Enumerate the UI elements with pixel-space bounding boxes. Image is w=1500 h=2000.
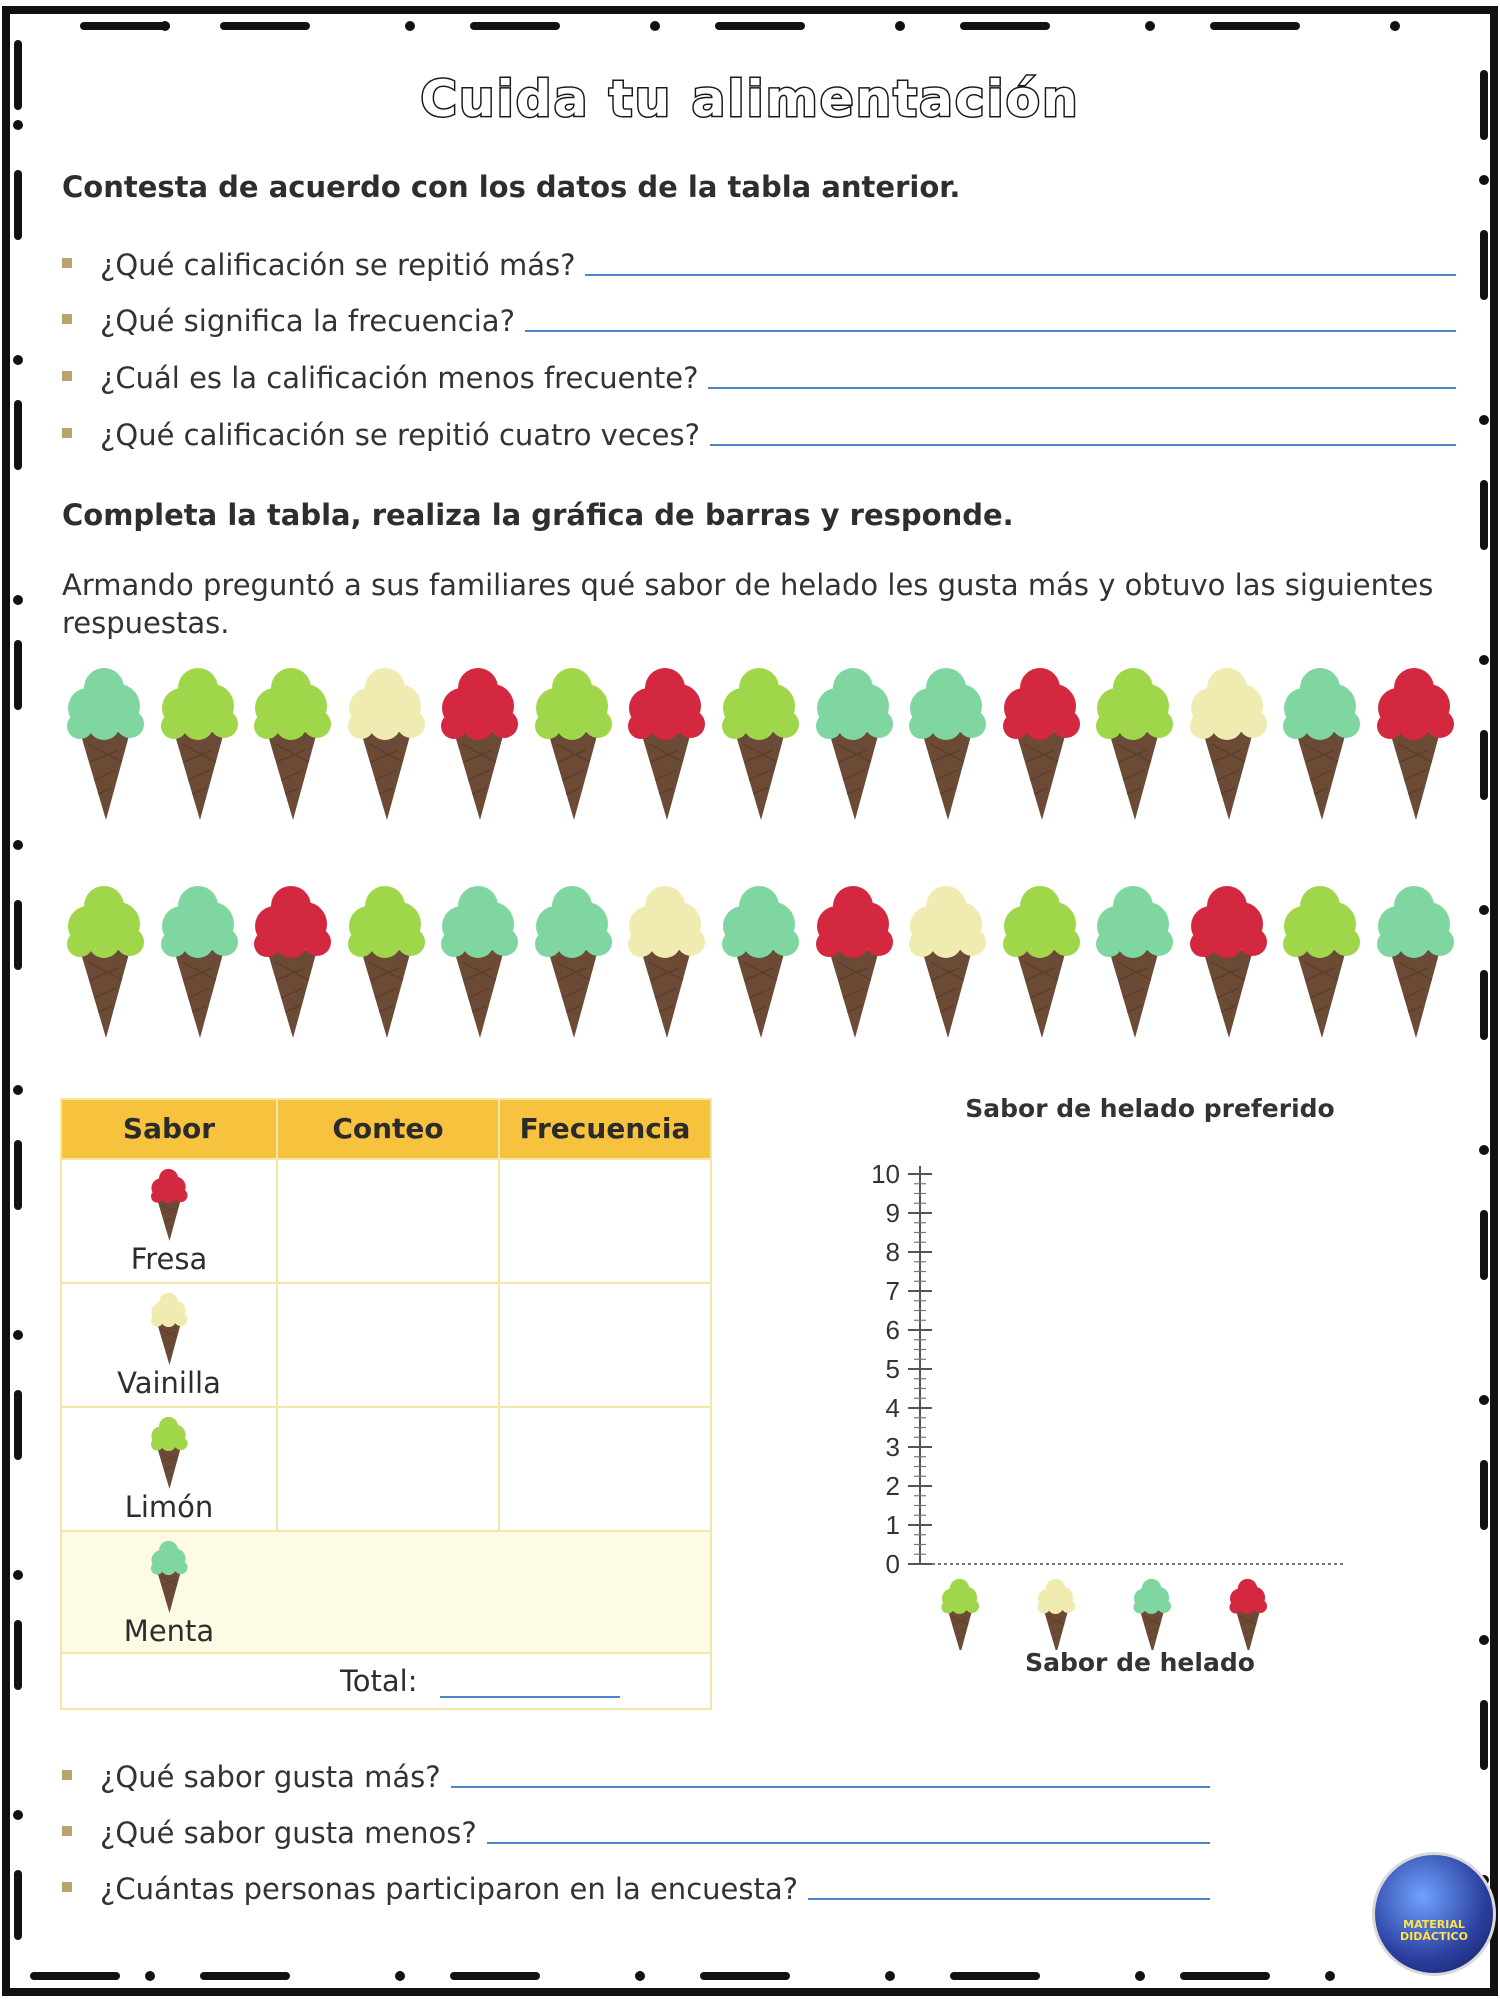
bottom-question-2 — [62, 1806, 1210, 1850]
question-text: ¿Qué sabor gusta menos? — [100, 1816, 477, 1850]
table-row — [62, 1530, 710, 1654]
bottom-question-1 — [62, 1750, 1210, 1794]
mint-category-icon — [1133, 1579, 1171, 1650]
flavor-name: Vainilla — [117, 1366, 221, 1400]
header-frecuencia: Frecuencia — [519, 1112, 691, 1145]
y-tick-label: 5 — [885, 1354, 900, 1384]
frecuencia-cell[interactable] — [500, 1532, 708, 1652]
answer-line[interactable] — [525, 330, 1456, 332]
bullet-icon — [62, 371, 72, 381]
y-tick-label: 7 — [885, 1276, 900, 1306]
lemon-ice-cream-icon — [247, 662, 337, 822]
table-row — [62, 1282, 710, 1406]
logo-text — [1375, 1919, 1493, 1943]
flavor-name: Menta — [123, 1614, 215, 1648]
vanilla-cone-icon — [139, 1290, 199, 1366]
question-text: ¿Qué significa la frecuencia? — [100, 304, 515, 338]
question-text: ¿Cuántas personas participaron en la encuesta? — [100, 1872, 798, 1906]
vanilla-ice-cream-icon — [902, 880, 992, 1040]
y-tick-label: 1 — [885, 1510, 900, 1540]
lemon-ice-cream-icon — [1276, 880, 1366, 1040]
y-tick-label: 2 — [885, 1471, 900, 1501]
vanilla-ice-cream-icon — [341, 662, 431, 822]
answer-line[interactable] — [708, 387, 1456, 389]
strawberry-cone-icon — [139, 1166, 199, 1242]
conteo-cell[interactable] — [278, 1532, 498, 1652]
frecuencia-cell[interactable] — [500, 1160, 708, 1280]
answer-line[interactable] — [451, 1786, 1210, 1788]
total-answer-line[interactable] — [440, 1696, 620, 1698]
bullet-icon — [62, 1826, 72, 1836]
mint-ice-cream-icon — [1370, 880, 1460, 1040]
y-tick-label: 0 — [885, 1549, 900, 1579]
flavor-name: Fresa — [130, 1242, 208, 1276]
bullet-icon — [62, 314, 72, 324]
lemon-ice-cream-icon — [341, 880, 431, 1040]
strawberry-ice-cream-icon — [996, 662, 1086, 822]
y-tick-label: 6 — [885, 1315, 900, 1345]
vanilla-ice-cream-icon — [1183, 662, 1273, 822]
section2-instruction: Completa la tabla, realiza la gráfica de barras y responde. — [62, 498, 1014, 532]
strawberry-ice-cream-icon — [809, 880, 899, 1040]
section1-instruction: Contesta de acuerdo con los datos de la tabla anterior. — [62, 170, 961, 204]
lemon-cone-icon — [139, 1414, 199, 1490]
table-row — [62, 1406, 710, 1530]
y-tick-label: 8 — [885, 1237, 900, 1267]
frecuencia-cell[interactable] — [500, 1284, 708, 1404]
strawberry-ice-cream-icon — [1183, 880, 1273, 1040]
bullet-icon — [62, 428, 72, 438]
answer-line[interactable] — [585, 274, 1456, 276]
ice-cream-row-1 — [60, 662, 1460, 822]
strawberry-ice-cream-icon — [1370, 662, 1460, 822]
chart-x-axis-label: Sabor de helado — [1025, 1648, 1255, 1677]
tally-table — [60, 1098, 712, 1710]
answer-line[interactable] — [487, 1842, 1210, 1844]
lemon-ice-cream-icon — [715, 662, 805, 822]
lemon-ice-cream-icon — [60, 880, 150, 1040]
bullet-icon — [62, 1882, 72, 1892]
question-text: ¿Qué calificación se repitió más? — [100, 248, 576, 282]
frecuencia-cell[interactable] — [500, 1408, 708, 1528]
strawberry-category-icon — [1229, 1579, 1267, 1650]
question-text: ¿Qué sabor gusta más? — [100, 1760, 441, 1794]
mint-ice-cream-icon — [715, 880, 805, 1040]
strawberry-ice-cream-icon — [247, 880, 337, 1040]
mint-ice-cream-icon — [809, 662, 899, 822]
lemon-ice-cream-icon — [528, 662, 618, 822]
question-1 — [62, 238, 1456, 282]
strawberry-ice-cream-icon — [621, 662, 711, 822]
table-row — [62, 1158, 710, 1282]
y-tick-label: 10 — [871, 1159, 900, 1189]
total-row — [62, 1652, 710, 1708]
page-title: Cuida tu alimentación — [420, 70, 1080, 128]
flavor-name: Limón — [124, 1490, 214, 1524]
bar-chart[interactable] — [850, 1150, 1370, 1650]
answer-line[interactable] — [808, 1898, 1210, 1900]
y-tick-label: 9 — [885, 1198, 900, 1228]
bottom-question-3 — [62, 1862, 1210, 1906]
mint-ice-cream-icon — [60, 662, 150, 822]
logo-text-line-1: MATERIAL — [1403, 1918, 1465, 1931]
mint-ice-cream-icon — [528, 880, 618, 1040]
bullet-icon — [62, 1770, 72, 1780]
lemon-ice-cream-icon — [1089, 662, 1179, 822]
survey-paragraph: Armando preguntó a sus familiares qué sabor de helado les gusta más y obtuvo las siguientes respuestas. — [62, 568, 1434, 640]
mint-ice-cream-icon — [902, 662, 992, 822]
conteo-cell[interactable] — [278, 1408, 498, 1528]
chart-title: Sabor de helado preferido — [965, 1094, 1335, 1123]
strawberry-ice-cream-icon — [434, 662, 524, 822]
vanilla-ice-cream-icon — [621, 880, 711, 1040]
material-didactico-logo — [1372, 1852, 1496, 1976]
lemon-ice-cream-icon — [996, 880, 1086, 1040]
header-sabor: Sabor — [122, 1112, 216, 1145]
bullet-icon — [62, 258, 72, 268]
mint-ice-cream-icon — [1089, 880, 1179, 1040]
conteo-cell[interactable] — [278, 1160, 498, 1280]
lemon-ice-cream-icon — [154, 662, 244, 822]
vanilla-category-icon — [1037, 1579, 1075, 1650]
header-conteo: Conteo — [332, 1112, 444, 1145]
y-tick-label: 3 — [885, 1432, 900, 1462]
question-text: ¿Qué calificación se repitió cuatro veces? — [100, 418, 700, 452]
mint-ice-cream-icon — [1276, 662, 1366, 822]
logo-text-line-2: DIDÁCTICO — [1400, 1930, 1468, 1943]
question-2 — [62, 294, 1456, 338]
lemon-category-icon — [941, 1579, 979, 1650]
mint-cone-icon — [139, 1538, 199, 1614]
mint-ice-cream-icon — [154, 880, 244, 1040]
y-tick-label: 4 — [885, 1393, 900, 1423]
question-text: ¿Cuál es la calificación menos frecuente? — [100, 361, 699, 395]
mint-ice-cream-icon — [434, 880, 524, 1040]
total-label: Total: — [340, 1664, 418, 1698]
question-4 — [62, 408, 1456, 452]
conteo-cell[interactable] — [278, 1284, 498, 1404]
question-3 — [62, 351, 1456, 395]
answer-line[interactable] — [710, 444, 1456, 446]
ice-cream-row-2 — [60, 880, 1460, 1040]
